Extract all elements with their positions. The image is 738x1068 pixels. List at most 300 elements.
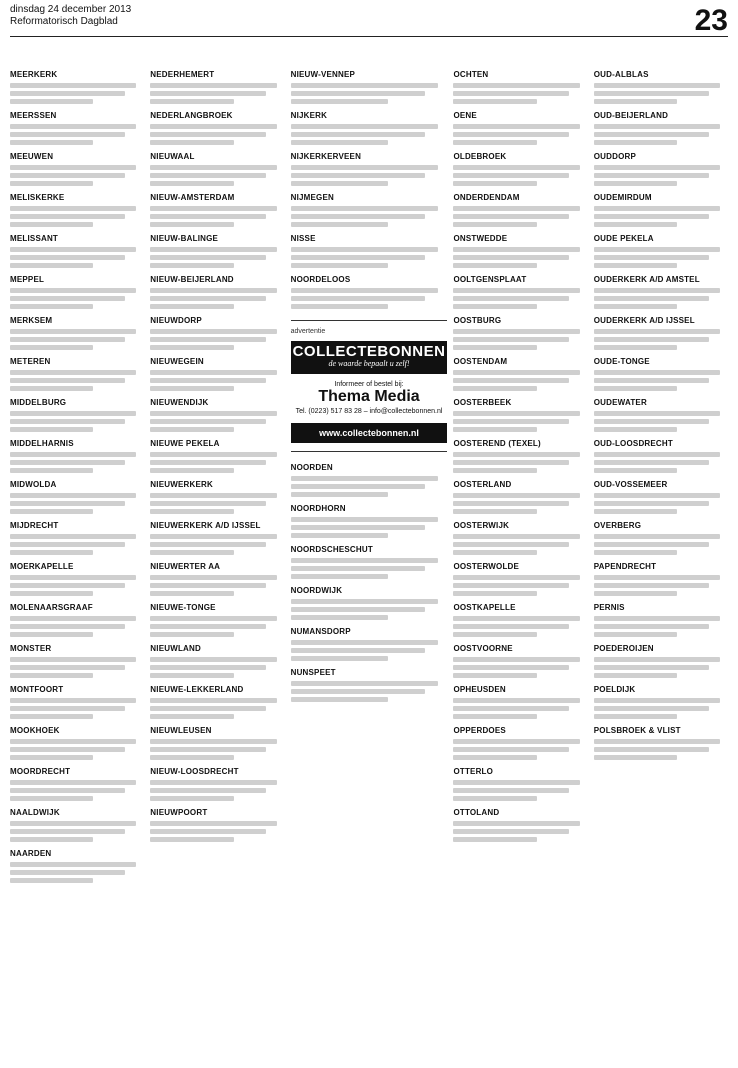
service-text-placeholder	[594, 616, 728, 637]
text-line	[594, 222, 677, 227]
service-entry	[291, 70, 448, 104]
text-line	[594, 304, 677, 309]
text-line	[453, 755, 536, 760]
text-line	[453, 739, 579, 744]
text-line	[291, 476, 438, 481]
text-line	[594, 583, 709, 588]
text-line	[10, 452, 136, 457]
service-entry	[594, 521, 728, 555]
text-line	[10, 534, 136, 539]
text-line	[453, 788, 568, 793]
place-name: OOSTKAPELLE	[453, 603, 516, 612]
text-line	[150, 99, 233, 104]
text-line	[10, 214, 125, 219]
text-line	[453, 288, 579, 293]
service-text-placeholder	[594, 411, 728, 432]
service-entry	[150, 603, 284, 637]
text-line	[150, 583, 265, 588]
text-line	[594, 165, 720, 170]
text-line	[150, 616, 276, 621]
service-text-placeholder	[150, 780, 284, 801]
ad-brand: COLLECTEBONNEN	[292, 343, 446, 360]
place-name: OOSTERLAND	[453, 480, 512, 489]
service-entry	[594, 234, 728, 268]
text-line	[594, 657, 720, 662]
place-name: OUDERKERK A/D IJSSEL	[593, 316, 695, 325]
text-line	[150, 796, 233, 801]
place-name: NIEUWE-TONGE	[150, 603, 216, 612]
text-line	[10, 755, 93, 760]
text-line	[594, 83, 720, 88]
text-line	[594, 747, 709, 752]
service-text-placeholder	[10, 575, 144, 596]
text-line	[10, 542, 125, 547]
service-entry	[453, 398, 587, 432]
text-line	[594, 550, 677, 555]
text-line	[291, 83, 438, 88]
place-name: MERKSEM	[10, 316, 53, 325]
text-line	[10, 624, 125, 629]
text-line	[10, 263, 93, 268]
service-text-placeholder	[10, 657, 144, 678]
service-entry	[594, 152, 728, 186]
text-line	[10, 837, 93, 842]
text-line	[150, 780, 276, 785]
place-name: OOLTGENSPLAAT	[453, 275, 527, 284]
text-line	[10, 788, 125, 793]
service-entry	[453, 521, 587, 555]
text-line	[594, 468, 677, 473]
text-line	[10, 419, 125, 424]
column-5	[594, 70, 728, 1060]
text-line	[453, 747, 568, 752]
place-name: NOORDSCHESCHUT	[290, 545, 373, 554]
service-entry	[150, 439, 284, 473]
ad-label: advertentie	[290, 328, 326, 335]
text-line	[10, 821, 136, 826]
text-line	[594, 386, 677, 391]
place-name: OUDE PEKELA	[593, 234, 654, 243]
text-line	[150, 591, 233, 596]
text-line	[10, 140, 93, 145]
service-text-placeholder	[10, 452, 144, 473]
text-line	[453, 132, 568, 137]
text-line	[453, 411, 579, 416]
text-line	[453, 91, 568, 96]
text-line	[291, 599, 438, 604]
place-name: MONTFOORT	[10, 685, 64, 694]
text-line	[10, 132, 125, 137]
service-text-placeholder	[150, 534, 284, 555]
text-line	[10, 296, 125, 301]
service-entry	[594, 439, 728, 473]
service-entry	[594, 644, 728, 678]
text-line	[453, 673, 536, 678]
text-line	[150, 91, 265, 96]
service-text-placeholder	[594, 452, 728, 473]
text-line	[453, 706, 568, 711]
text-line	[10, 780, 136, 785]
service-entry	[150, 644, 284, 678]
text-line	[453, 255, 568, 260]
service-text-placeholder	[150, 165, 284, 186]
service-entry	[453, 152, 587, 186]
text-line	[150, 288, 276, 293]
service-text-placeholder	[453, 616, 587, 637]
service-entry	[10, 603, 144, 637]
text-line	[594, 624, 709, 629]
ad-info-text: Informeer of bestel bij:	[334, 381, 404, 388]
text-line	[150, 534, 276, 539]
service-entry	[150, 275, 284, 309]
service-entry	[10, 562, 144, 596]
text-line	[150, 255, 265, 260]
service-entry	[594, 562, 728, 596]
service-entry	[453, 767, 587, 801]
place-name: NIEUWEGEIN	[150, 357, 204, 366]
service-entry	[150, 767, 284, 801]
service-entry	[291, 545, 448, 579]
place-name: OUDDORP	[593, 152, 637, 161]
text-line	[291, 697, 388, 702]
service-text-placeholder	[594, 83, 728, 104]
text-line	[453, 550, 536, 555]
text-line	[150, 263, 233, 268]
service-entry	[10, 685, 144, 719]
text-line	[291, 656, 388, 661]
text-line	[291, 640, 438, 645]
service-entry	[150, 398, 284, 432]
text-line	[150, 706, 265, 711]
service-entry	[453, 316, 587, 350]
text-line	[150, 419, 265, 424]
text-line	[453, 173, 568, 178]
place-name: METEREN	[10, 357, 51, 366]
place-name: NIEUW-LOOSDRECHT	[150, 767, 239, 776]
service-text-placeholder	[150, 247, 284, 268]
place-name: NOORDELOOS	[290, 275, 351, 284]
place-name: POELDIJK	[593, 685, 636, 694]
text-line	[291, 681, 438, 686]
text-line	[10, 255, 125, 260]
service-entry	[594, 603, 728, 637]
service-entry	[453, 111, 587, 145]
service-text-placeholder	[594, 370, 728, 391]
place-name: POLSBROEK & VLIST	[593, 726, 681, 735]
text-line	[10, 411, 136, 416]
text-line	[594, 206, 720, 211]
place-name: MIJDRECHT	[10, 521, 59, 530]
place-name: NIEUWLEUSEN	[150, 726, 212, 735]
place-name: NIEUW-AMSTERDAM	[150, 193, 235, 202]
text-line	[150, 665, 265, 670]
text-line	[453, 829, 568, 834]
service-entry	[453, 234, 587, 268]
service-entry	[291, 152, 448, 186]
text-line	[150, 181, 233, 186]
service-text-placeholder	[150, 821, 284, 842]
text-line	[150, 222, 233, 227]
place-name: NAALDWIJK	[10, 808, 60, 817]
text-line	[453, 329, 579, 334]
service-text-placeholder	[594, 206, 728, 227]
text-line	[453, 616, 579, 621]
text-line	[291, 99, 388, 104]
service-text-placeholder	[453, 575, 587, 596]
page-number: 23	[694, 4, 728, 37]
place-name: OVERBERG	[593, 521, 642, 530]
place-name: NOORDWIJK	[290, 586, 343, 595]
text-line	[10, 616, 136, 621]
text-line	[594, 378, 709, 383]
place-name: NIJKERKERVEEN	[290, 152, 362, 161]
service-text-placeholder	[453, 452, 587, 473]
place-name: OOSTEREND (TEXEL)	[453, 439, 541, 448]
ad-contact: Tel. (0223) 517 83 28 – info@collectebonnen.nl	[295, 408, 443, 415]
text-line	[453, 632, 536, 637]
text-line	[594, 296, 709, 301]
place-name: OOSTBURG	[453, 316, 502, 325]
text-line	[10, 878, 93, 883]
text-line	[594, 665, 709, 670]
text-line	[453, 583, 568, 588]
service-entry	[150, 357, 284, 391]
text-line	[10, 288, 136, 293]
place-name: NIEUW-VENNEP	[290, 70, 356, 79]
text-line	[10, 591, 93, 596]
issue-date: dinsdag 24 december 2013	[10, 4, 132, 15]
text-line	[453, 386, 536, 391]
text-line	[594, 181, 677, 186]
service-entry	[10, 275, 144, 309]
place-name: NIEUWAAL	[150, 152, 195, 161]
text-line	[150, 542, 265, 547]
text-line	[453, 468, 536, 473]
text-line	[150, 493, 276, 498]
service-entry	[150, 193, 284, 227]
text-line	[10, 632, 93, 637]
text-line	[150, 345, 233, 350]
text-line	[150, 124, 276, 129]
text-line	[594, 419, 709, 424]
service-text-placeholder	[291, 124, 448, 145]
text-line	[594, 501, 709, 506]
service-text-placeholder	[150, 206, 284, 227]
place-name: OUD-ALBLAS	[593, 70, 649, 79]
text-line	[453, 624, 568, 629]
ad-company: Thema Media	[318, 388, 420, 405]
text-line	[594, 714, 677, 719]
service-entry	[453, 726, 587, 760]
place-name: OLDEBROEK	[453, 152, 507, 161]
service-entry	[291, 111, 448, 145]
text-line	[453, 304, 536, 309]
text-line	[150, 296, 265, 301]
text-line	[10, 427, 93, 432]
place-name: OOSTENDAM	[453, 357, 508, 366]
service-entry	[453, 193, 587, 227]
text-line	[453, 591, 536, 596]
text-line	[10, 501, 125, 506]
service-entry	[291, 586, 448, 620]
text-line	[291, 206, 438, 211]
place-name: OOSTERWIJK	[453, 521, 510, 530]
text-line	[453, 837, 536, 842]
service-text-placeholder	[150, 124, 284, 145]
place-name: NIJMEGEN	[290, 193, 334, 202]
service-text-placeholder	[150, 739, 284, 760]
text-line	[453, 378, 568, 383]
service-text-placeholder	[150, 83, 284, 104]
text-line	[10, 796, 93, 801]
text-line	[150, 411, 276, 416]
text-line	[594, 706, 709, 711]
text-line	[150, 624, 265, 629]
service-entry	[453, 603, 587, 637]
service-text-placeholder	[594, 698, 728, 719]
text-line	[594, 509, 677, 514]
service-text-placeholder	[453, 124, 587, 145]
text-line	[10, 747, 125, 752]
service-text-placeholder	[291, 476, 448, 497]
service-text-placeholder	[10, 165, 144, 186]
ad-tagline: de waarde bepaalt u zelf!	[328, 359, 410, 368]
service-entry	[594, 70, 728, 104]
text-line	[594, 673, 677, 678]
text-line	[291, 558, 438, 563]
header-rule	[10, 36, 728, 37]
text-line	[594, 124, 720, 129]
service-entry	[291, 193, 448, 227]
service-text-placeholder	[594, 247, 728, 268]
text-line	[150, 386, 233, 391]
service-entry	[594, 685, 728, 719]
service-text-placeholder	[150, 288, 284, 309]
service-text-placeholder	[10, 862, 144, 883]
place-name: OUDE-TONGE	[593, 357, 650, 366]
service-entry	[150, 480, 284, 514]
text-line	[291, 648, 426, 653]
place-name: OUD-VOSSEMEER	[593, 480, 668, 489]
place-name: NISSE	[290, 234, 316, 243]
service-text-placeholder	[150, 616, 284, 637]
service-entry	[10, 316, 144, 350]
text-line	[10, 83, 136, 88]
text-line	[150, 673, 233, 678]
place-name: NIEUW-BEIJERLAND	[150, 275, 234, 284]
text-line	[10, 206, 136, 211]
place-name: MONSTER	[10, 644, 52, 653]
service-entry	[594, 316, 728, 350]
text-line	[150, 714, 233, 719]
service-text-placeholder	[453, 370, 587, 391]
place-name: NIEUWERTER AA	[150, 562, 221, 571]
service-entry	[594, 111, 728, 145]
place-name: NAARDEN	[10, 849, 52, 858]
place-name: MEERKERK	[10, 70, 58, 79]
text-line	[594, 370, 720, 375]
place-name: MOOKHOEK	[10, 726, 60, 735]
service-text-placeholder	[453, 534, 587, 555]
place-name: NEDERLANGBROEK	[150, 111, 233, 120]
text-line	[594, 575, 720, 580]
service-entry	[10, 234, 144, 268]
text-line	[150, 165, 276, 170]
text-line	[150, 83, 276, 88]
text-line	[594, 534, 720, 539]
service-entry	[453, 685, 587, 719]
service-entry	[150, 685, 284, 719]
text-line	[150, 329, 276, 334]
service-text-placeholder	[150, 329, 284, 350]
text-line	[10, 714, 93, 719]
place-name: OCHTEN	[453, 70, 489, 79]
service-entry	[291, 463, 448, 497]
column-2	[150, 70, 284, 1060]
service-text-placeholder	[594, 739, 728, 760]
text-line	[150, 370, 276, 375]
place-name: MIDDELBURG	[10, 398, 67, 407]
service-text-placeholder	[10, 206, 144, 227]
text-line	[291, 214, 426, 219]
text-line	[453, 657, 579, 662]
text-line	[453, 83, 579, 88]
service-entry	[453, 357, 587, 391]
service-entry	[10, 849, 144, 883]
service-text-placeholder	[10, 83, 144, 104]
service-text-placeholder	[10, 534, 144, 555]
place-name: MOORDRECHT	[10, 767, 71, 776]
text-line	[453, 493, 579, 498]
text-line	[594, 632, 677, 637]
text-line	[10, 870, 125, 875]
text-line	[453, 99, 536, 104]
text-line	[10, 304, 93, 309]
text-line	[291, 132, 426, 137]
text-line	[10, 493, 136, 498]
service-entry	[10, 111, 144, 145]
text-line	[594, 91, 709, 96]
text-line	[291, 140, 388, 145]
text-line	[10, 657, 136, 662]
text-line	[453, 509, 536, 514]
text-line	[10, 222, 93, 227]
text-line	[291, 247, 438, 252]
service-entry	[150, 152, 284, 186]
text-line	[291, 296, 426, 301]
service-entry	[150, 808, 284, 842]
place-name: ONSTWEDDE	[453, 234, 508, 243]
service-text-placeholder	[10, 780, 144, 801]
text-line	[453, 263, 536, 268]
service-text-placeholder	[150, 411, 284, 432]
text-line	[150, 173, 265, 178]
service-text-placeholder	[291, 247, 448, 268]
text-line	[291, 222, 388, 227]
service-text-placeholder	[594, 493, 728, 514]
text-line	[150, 657, 276, 662]
text-line	[291, 165, 438, 170]
place-name: NIEUWPOORT	[150, 808, 208, 817]
text-line	[291, 492, 388, 497]
text-line	[594, 411, 720, 416]
service-text-placeholder	[291, 517, 448, 538]
service-text-placeholder	[453, 247, 587, 268]
service-text-placeholder	[10, 124, 144, 145]
service-entry	[150, 70, 284, 104]
place-name: OUDEMIRDUM	[593, 193, 652, 202]
text-line	[594, 460, 709, 465]
